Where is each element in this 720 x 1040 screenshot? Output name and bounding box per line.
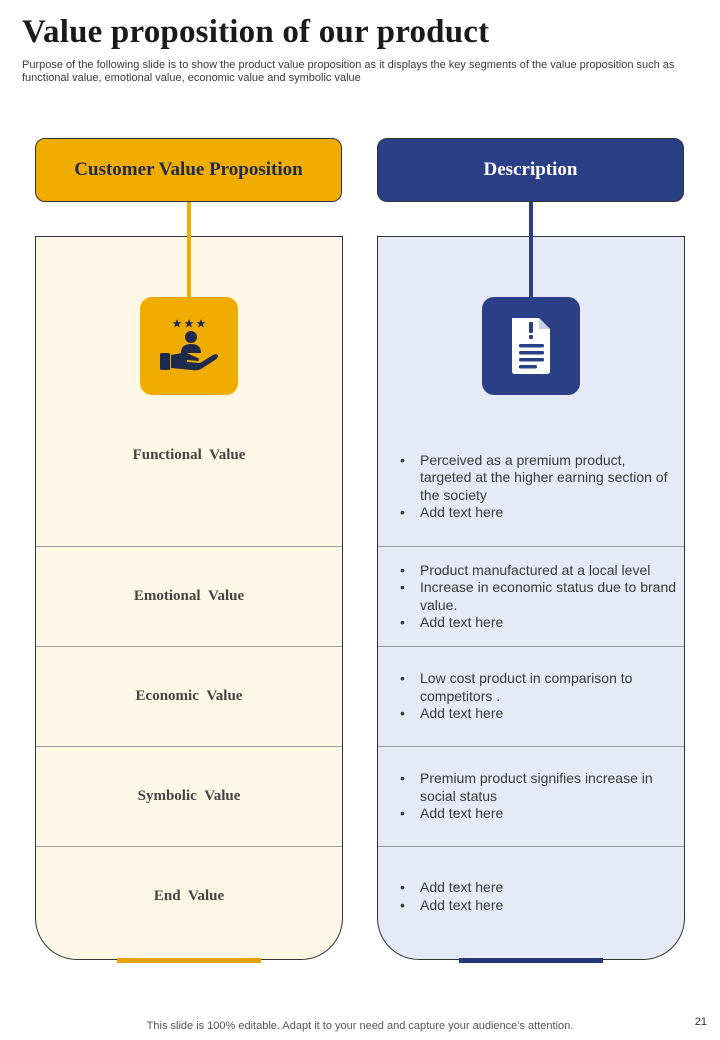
description-bullet: • Add text here (420, 897, 509, 915)
value-label: Symbolic Value (137, 788, 241, 804)
description-row-emotional (378, 546, 684, 646)
description-row-economic (378, 646, 684, 746)
description-header: Description (377, 138, 684, 202)
description-bullet: • Add text here (420, 805, 684, 823)
value-label: Economic Value (135, 688, 243, 704)
left-connector-line (187, 202, 191, 298)
description-bullet: • Perceived as a premium product, targeted at the higher earning section of the society (420, 452, 684, 505)
value-row-emotional (36, 546, 342, 646)
document-icon (482, 297, 580, 395)
description-bullet: • Add text here (420, 504, 684, 522)
description-bullet: • Add text here (420, 705, 684, 723)
description-bullet: • Product manufactured at a local level (420, 562, 684, 580)
right-connector-line (529, 202, 533, 298)
description-row-end (378, 846, 684, 946)
value-label: Functional Value (132, 447, 246, 463)
description-bullet: • Premium product signifies increase in social status (420, 770, 684, 805)
value-row-symbolic (36, 746, 342, 846)
description-bullet: • Increase in economic status due to brand value. (420, 579, 684, 614)
value-row-end (36, 846, 342, 946)
description-row-symbolic (378, 746, 684, 846)
description-bullet: • Low cost product in comparison to competitors . (420, 670, 684, 705)
description-row-functional (378, 427, 684, 546)
value-row-economic (36, 646, 342, 746)
value-label: Emotional Value (133, 588, 245, 604)
description-bullet: • Add text here (420, 614, 684, 632)
page-number: 21 (694, 1016, 707, 1028)
page-subtitle: Purpose of the following slide is to show the product value proposition as it displays the key segments of the value proposition such as functional value, emotional value, economic value and symbolic value (22, 59, 675, 84)
description-bullet: • Add text here (420, 879, 509, 897)
right-panel-base-bar (459, 958, 603, 963)
customer-value-proposition-header: Customer Value Proposition (35, 138, 342, 202)
page-title: Value proposition of our product (22, 14, 490, 50)
footer-note: This slide is 100% editable. Adapt it to your need and capture your audience’s attention. (146, 1020, 574, 1032)
value-label: End Value (153, 888, 225, 904)
left-panel-base-bar (117, 958, 261, 963)
customer-rating-hand-icon (140, 297, 238, 395)
